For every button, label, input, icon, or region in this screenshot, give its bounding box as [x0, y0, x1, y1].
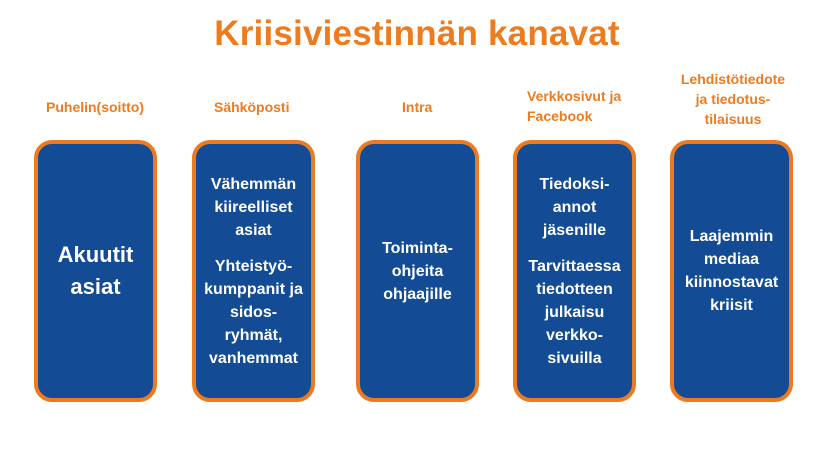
channel-card-email: Vähemmän kiireelliset asiat Yhteistyö- kumppanit ja sidos- ryhmät, vanhemmat	[192, 140, 315, 402]
channel-card-web-facebook: Tiedoksi- annot jäsenille Tarvittaessa tiedotteen julkaisu verkko- sivuilla	[513, 140, 636, 402]
channel-card-intra: Toiminta- ohjeita ohjaajille	[356, 140, 479, 402]
channel-label-phone: Puhelin(soitto)	[46, 99, 144, 115]
channel-label-email: Sähköposti	[214, 99, 290, 115]
channel-label-press: Lehdistötiedote ja tiedotus- tilaisuus	[680, 71, 786, 127]
channel-card-press: Laajemmin mediaa kiinnostavat kriisit	[670, 140, 793, 402]
channel-card-phone: Akuutit asiat	[34, 140, 157, 402]
channel-label-intra: Intra	[402, 99, 433, 115]
channel-label-web-facebook: Verkkosivut ja Facebook	[527, 88, 622, 124]
page-title: Kriisiviestinnän kanavat	[214, 14, 620, 53]
